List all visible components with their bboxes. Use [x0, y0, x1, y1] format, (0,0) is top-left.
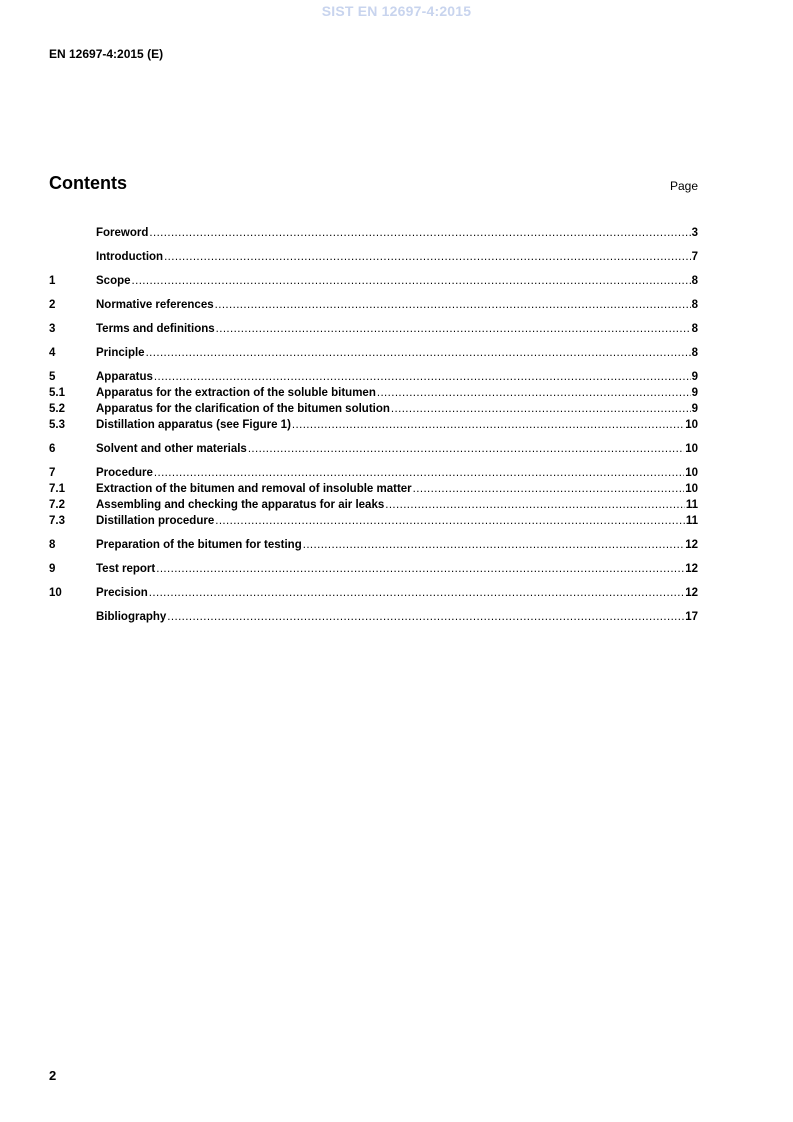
toc-entry[interactable] — [49, 537, 698, 553]
toc-dot-leader — [149, 585, 684, 601]
toc-entry-title: Apparatus for the clarification of the bitumen solution — [96, 403, 390, 415]
toc-entry[interactable] — [49, 497, 698, 513]
toc-dot-leader — [167, 609, 684, 625]
toc-dot-leader — [377, 385, 691, 401]
page-number: 2 — [49, 1068, 57, 1083]
toc-entry-number: 7.2 — [49, 499, 65, 511]
toc-entry-title: Distillation procedure — [96, 515, 215, 527]
toc-entry-title: Test report — [96, 563, 156, 575]
toc-dot-leader — [164, 249, 691, 265]
toc-entry-page: 7 — [691, 251, 698, 263]
toc-entry-page: 8 — [691, 299, 698, 311]
toc-dot-leader — [149, 225, 690, 241]
toc-entry-page: 10 — [685, 467, 698, 479]
toc-dot-leader — [146, 345, 691, 361]
toc-entry-page: 3 — [691, 227, 698, 239]
toc-entry-title: Introduction — [96, 251, 164, 263]
toc-entry-page: 10 — [685, 419, 698, 431]
toc-entry-title: Apparatus for the extraction of the soluble bitumen — [96, 387, 376, 399]
toc-entry-title: Solvent and other materials — [96, 443, 247, 455]
toc-entry-page: 8 — [691, 323, 698, 335]
toc-entry-title: Procedure — [96, 467, 153, 479]
toc-dot-leader — [391, 401, 691, 417]
toc-entry[interactable] — [49, 369, 698, 385]
toc-entry[interactable] — [49, 401, 698, 417]
toc-dot-leader — [413, 481, 685, 497]
toc-entry[interactable] — [49, 585, 698, 601]
toc-entry-number: 8 — [49, 539, 56, 551]
toc-entry-title: Precision — [96, 587, 148, 599]
toc-entry-number: 5 — [49, 371, 56, 383]
toc-entry-title: Assembling and checking the apparatus for air leaks — [96, 499, 385, 511]
toc-entry-number: 10 — [49, 587, 62, 599]
toc-dot-leader — [156, 561, 684, 577]
toc-entry-page: 10 — [685, 483, 698, 495]
toc-entry[interactable] — [49, 225, 698, 241]
toc-dot-leader — [385, 497, 685, 513]
watermark: SIST EN 12697-4:2015 — [321, 3, 472, 19]
toc-entry[interactable] — [49, 417, 698, 433]
toc-entry-number: 7.3 — [49, 515, 65, 527]
toc-entry-page: 9 — [691, 387, 698, 399]
toc-entry-page: 9 — [691, 371, 698, 383]
toc-entry-number: 5.1 — [49, 387, 65, 399]
toc-entry-title: Principle — [96, 347, 145, 359]
toc-entry-title: Terms and definitions — [96, 323, 215, 335]
toc-entry[interactable] — [49, 321, 698, 337]
table-of-contents — [49, 225, 698, 625]
contents-title: Contents — [49, 173, 127, 193]
toc-entry[interactable] — [49, 345, 698, 361]
toc-entry-page: 8 — [691, 347, 698, 359]
toc-dot-leader — [132, 273, 691, 289]
toc-entry-page: 12 — [685, 563, 698, 575]
toc-entry[interactable] — [49, 249, 698, 265]
toc-entry-number: 5.3 — [49, 419, 65, 431]
toc-entry[interactable] — [49, 297, 698, 313]
toc-entry[interactable] — [49, 609, 698, 625]
toc-entry-title: Apparatus — [96, 371, 153, 383]
toc-entry-title: Normative references — [96, 299, 214, 311]
toc-entry-page: 10 — [685, 443, 698, 455]
toc-dot-leader — [215, 513, 685, 529]
toc-entry-number: 3 — [49, 323, 56, 335]
toc-entry-page: 9 — [691, 403, 698, 415]
toc-entry-page: 12 — [685, 587, 698, 599]
toc-dot-leader — [248, 441, 684, 457]
toc-dot-leader — [154, 465, 684, 481]
toc-dot-leader — [154, 369, 691, 385]
toc-dot-leader — [215, 297, 691, 313]
toc-entry-page: 17 — [685, 611, 698, 623]
toc-dot-leader — [303, 537, 684, 553]
toc-entry[interactable] — [49, 273, 698, 289]
toc-entry-number: 5.2 — [49, 403, 65, 415]
toc-entry-page: 8 — [691, 275, 698, 287]
toc-entry-page: 11 — [685, 499, 698, 511]
toc-entry-title: Extraction of the bitumen and removal of insoluble matter — [96, 483, 412, 495]
toc-entry[interactable] — [49, 561, 698, 577]
toc-entry-title: Preparation of the bitumen for testing — [96, 539, 302, 551]
toc-dot-leader — [216, 321, 691, 337]
toc-entry-number: 2 — [49, 299, 56, 311]
toc-entry-number: 9 — [49, 563, 56, 575]
toc-entry[interactable] — [49, 465, 698, 481]
toc-entry-number: 4 — [49, 347, 56, 359]
toc-entry[interactable] — [49, 441, 698, 457]
toc-entry-number: 1 — [49, 275, 56, 287]
toc-entry-title: Bibliography — [96, 611, 167, 623]
page-column-heading: Page — [669, 179, 698, 193]
toc-entry-title: Distillation apparatus (see Figure 1) — [96, 419, 291, 431]
toc-entry-number: 7 — [49, 467, 56, 479]
document-id: EN 12697-4:2015 (E) — [49, 47, 164, 61]
toc-dot-leader — [292, 417, 684, 433]
toc-entry[interactable] — [49, 481, 698, 497]
toc-entry-page: 12 — [685, 539, 698, 551]
toc-entry-number: 6 — [49, 443, 56, 455]
toc-entry-page: 11 — [685, 515, 698, 527]
toc-entry[interactable] — [49, 513, 698, 529]
toc-entry-title: Scope — [96, 275, 131, 287]
toc-entry[interactable] — [49, 385, 698, 401]
toc-entry-title: Foreword — [96, 227, 149, 239]
toc-entry-number: 7.1 — [49, 483, 65, 495]
